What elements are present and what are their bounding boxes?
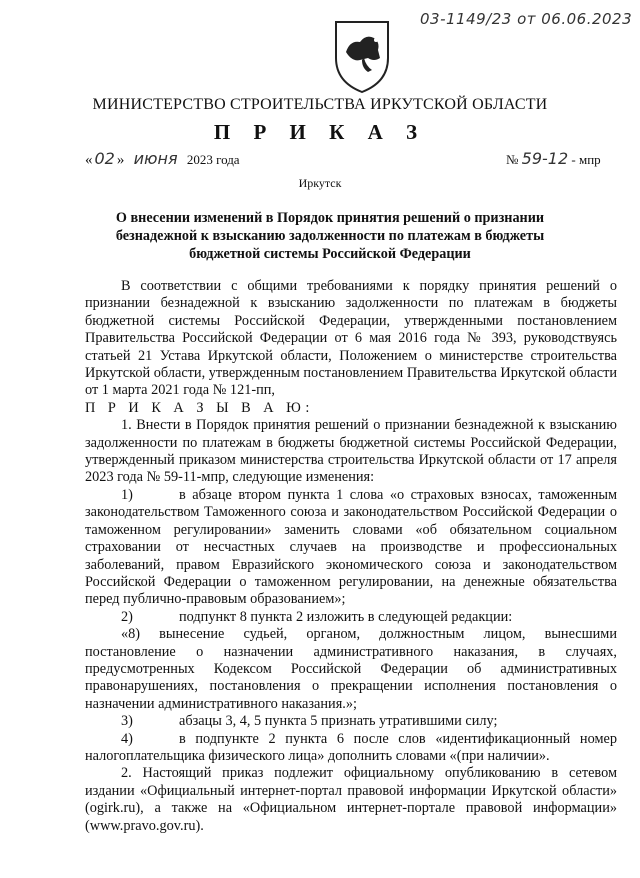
decree-word: П Р И К А З Ы В А Ю: [85,399,314,416]
number-suffix: - мпр [571,152,601,167]
heading-line: безнадежной к взысканию задолженности по платежам в бюджеты [115,228,545,244]
subitem-number: 4) [121,730,133,747]
registration-number: 03-1149/23 от 06.06.2023 [420,10,633,28]
heading-line: О внесении изменений в Порядок принятия решений о признании [115,210,545,226]
city: Иркутск [298,176,342,190]
order-title: П Р И К А З [213,120,427,144]
subitem-4 [85,731,617,766]
ministry-name: МИНИСТЕРСТВО СТРОИТЕЛЬСТВА ИРКУТСКОЙ ОБЛАСТИ [92,96,548,113]
item-2-paragraph: 2. Настоящий приказ подлежит официальному опубликованию в сетевом издании «Официальный интернет-портал правовой информации Иркутской области» (ogirk.ru), а также на «Официальном интернет-портале правовой информации» (www.pravo.gov.ru). [85,765,617,834]
intro-paragraph: В соответствии с общими требованиями к порядку принятия решений о признании безнадежной к взысканию задолженности по платежам в бюджеты бюджетной системы Российской Федерации, утвержденными постановлением Правительства Российской Федерации от 6 мая 2016 года № 393, руководствуясь статьей 21 Устава Иркутской области, Положением о министерстве строительства Иркутской области, утвержденным постановлением Правительства Иркутской области от 1 марта 2021 года № 121-пп, [85,278,617,399]
heading-line: бюджетной системы Российской Федерации [189,246,471,262]
subitem-3 [85,713,617,730]
subitem-2 [85,609,617,626]
order-date [85,149,240,169]
subitem-2-quote: «8) вынесение судьей, органом, должностным лицом, вынесшими постановление о назначении административного наказания, в случаях, предусмотренных Кодексом Российской Федерации об административных правонарушениях, постановления о прекращении исполнения постановления о назначении административного наказания.»; [85,626,617,712]
document-heading [110,209,550,263]
subitem-text: подпункт 8 пункта 2 изложить в следующей редакции: [179,608,513,625]
date-year: 2023 года [186,152,240,167]
subitem-1 [85,487,617,609]
subitem-text: в подпункте 2 пункта 6 после слов «идентификационный номер налогоплательщика физического лица» дополнить словами «(при наличии». [85,730,617,764]
date-month: июня [133,149,178,168]
date-open-quote: « [85,152,93,168]
item-1-paragraph: 1. Внести в Порядок принятия решений о признании безнадежной к взысканию задолженности по платежам в бюджеты бюджетной системы Российской Федерации, утвержденный приказом министерства строительства Иркутской области от 17 апреля 2023 года № 59-11-мпр, следующие изменения: [85,417,617,486]
order-number: 59-12 [521,149,569,168]
subitem-text: в абзаце втором пункта 1 слова «о страховых взносах, таможенным законодательством Таможенного союза и законодательством Российской Федерации о таможенном регулировании» заменить словами «об обязательном социальном страховании от несчастных случаев на производстве и профессиональных заболеваний, правом Евразийского экономического союза и законодательством Российской Федерации о таможенном регулировании, на денежные обязательства перед публично-правовым образованием»; [85,486,617,608]
coat-of-arms-icon [320,12,404,96]
order-number-line [506,149,601,168]
subitem-text: абзацы 3, 4, 5 пункта 5 признать утратившими силу; [179,713,498,730]
subitem-number: 3) [121,713,133,730]
number-prefix: № [506,152,519,167]
subitem-number: 1) [121,486,133,503]
subitem-number: 2) [121,608,133,625]
document-body [85,278,617,835]
date-close-quote: » [116,152,125,168]
date-day: 02 [94,149,115,168]
